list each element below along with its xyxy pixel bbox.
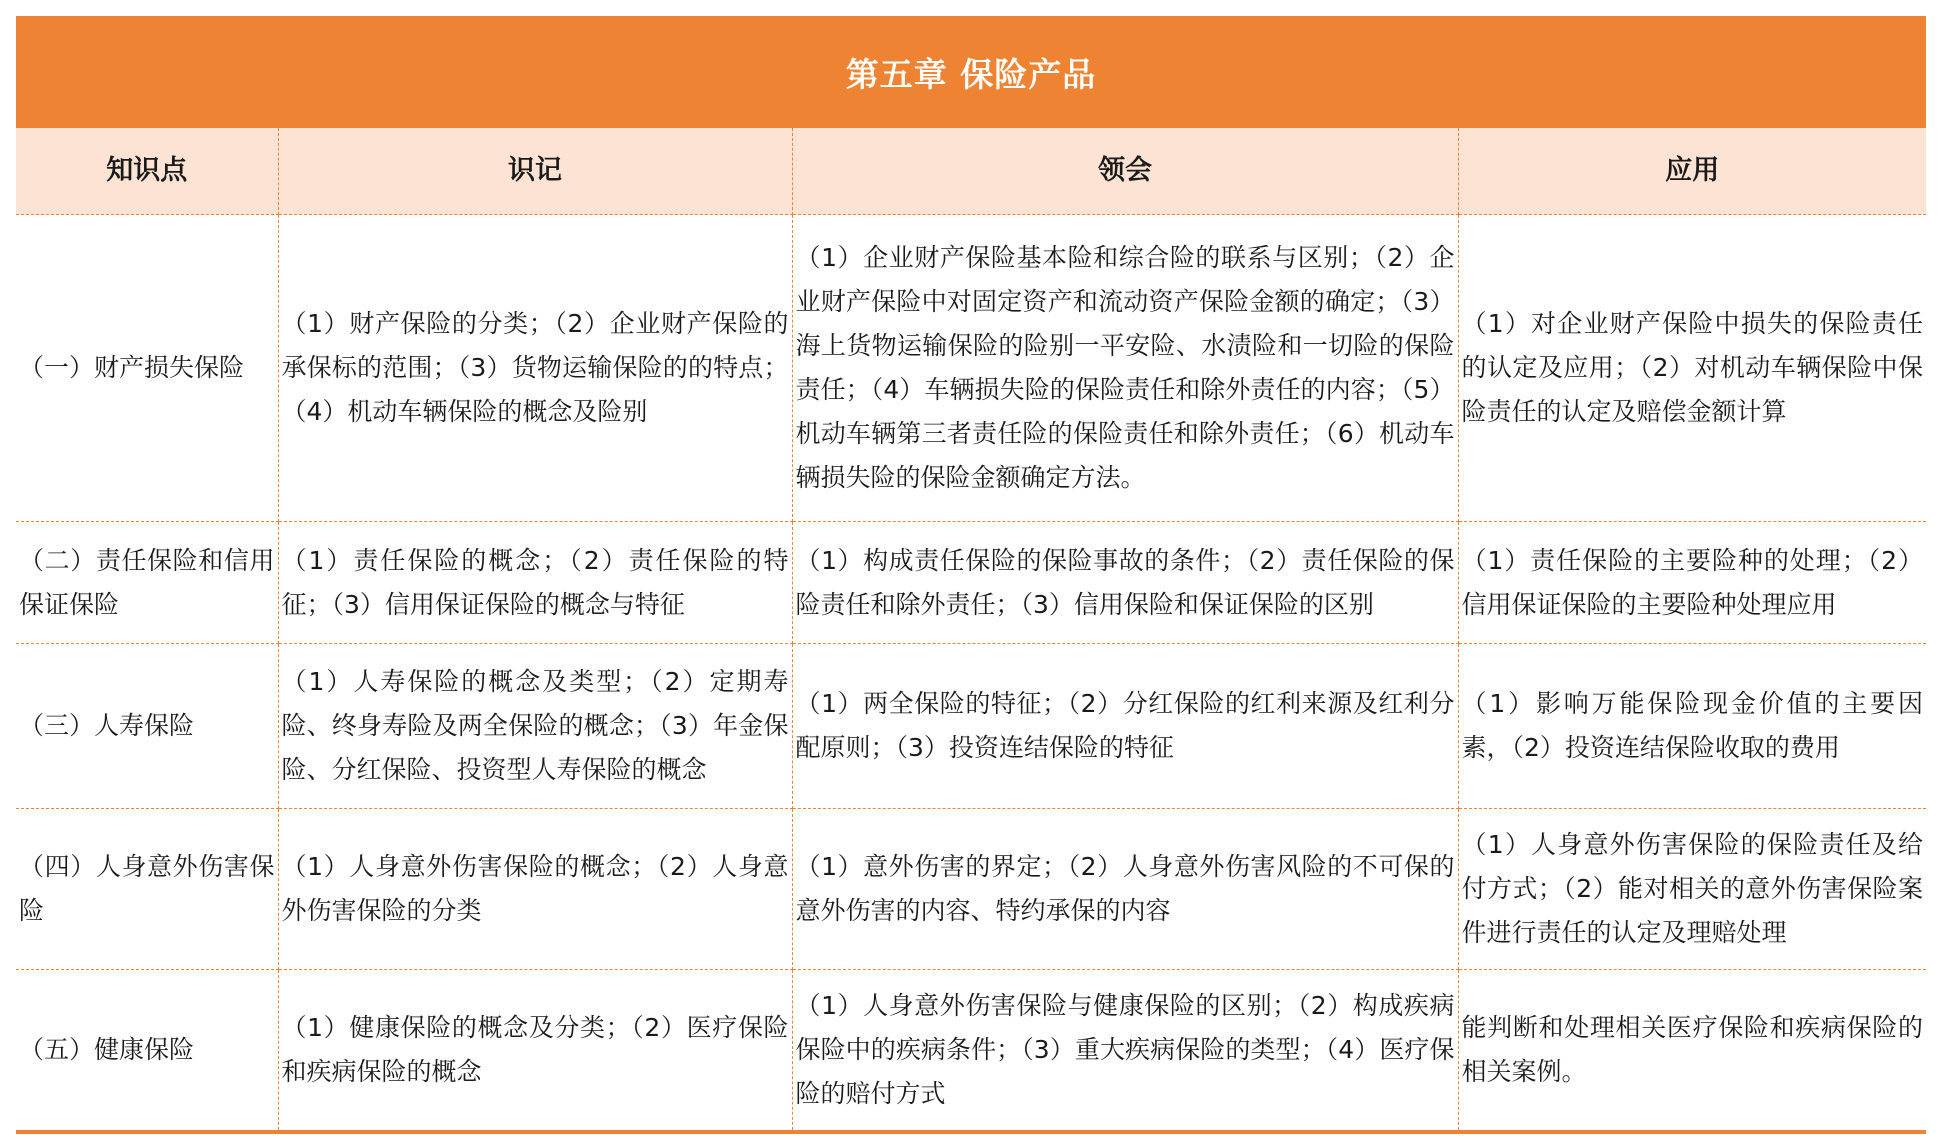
apply-cell: （1）影响万能保险现金价值的主要因素，（2）投资连结保险收取的费用 (1458, 644, 1926, 809)
column-header-topic: 知识点 (16, 128, 278, 215)
apply-cell: （1）对企业财产保险中损失的保险责任的认定及应用；（2）对机动车辆保险中保险责任的认定及赔偿金额计算 (1458, 215, 1926, 522)
chapter-title: 第五章 保险产品 (16, 16, 1926, 128)
topic-cell: （二）责任保险和信用保证保险 (16, 522, 278, 644)
apply-cell: （1）人身意外伤害保险的保险责任及给付方式；（2）能对相关的意外伤害保险案件进行责任的认定及理赔处理 (1458, 809, 1926, 970)
memorize-cell: （1）责任保险的概念；（2）责任保险的特征；（3）信用保证保险的概念与特征 (278, 522, 792, 644)
column-header-memorize: 识记 (278, 128, 792, 215)
comprehend-cell: （1）两全保险的特征；（2）分红保险的红利来源及红利分配原则；（3）投资连结保险的特征 (792, 644, 1458, 809)
topic-cell: （五）健康保险 (16, 970, 278, 1133)
table-row (16, 522, 1926, 644)
memorize-cell: （1）人寿保险的概念及类型；（2）定期寿险、终身寿险及两全保险的概念；（3）年金保险、分红保险、投资型人寿保险的概念 (278, 644, 792, 809)
memorize-cell: （1）财产保险的分类；（2）企业财产保险的承保标的范围；（3）货物运输保险的的特点；（4）机动车辆保险的概念及险别 (278, 215, 792, 522)
comprehend-cell: （1）企业财产保险基本险和综合险的联系与区别；（2）企业财产保险中对固定资产和流动资产保险金额的确定；（3）海上货物运输保险的险别一平安险、水渍险和一切险的保险责任；（4）车辆损失险的保险责任和除外责任的内容；（5）机动车辆第三者责任险的保险责任和除外责任；（6）机动车辆损失险的保险金额确定方法。 (792, 215, 1458, 522)
comprehend-cell: （1）构成责任保险的保险事故的条件；（2）责任保险的保险责任和除外责任；（3）信用保险和保证保险的区别 (792, 522, 1458, 644)
comprehend-cell: （1）人身意外伤害保险与健康保险的区别；（2）构成疾病保险中的疾病条件；（3）重大疾病保险的类型；（4）医疗保险的赔付方式 (792, 970, 1458, 1133)
column-header-comprehend: 领会 (792, 128, 1458, 215)
table-row (16, 970, 1926, 1133)
table-row (16, 644, 1926, 809)
table-row (16, 215, 1926, 522)
memorize-cell: （1）健康保险的概念及分类；（2）医疗保险和疾病保险的概念 (278, 970, 792, 1133)
topic-cell: （四）人身意外伤害保险 (16, 809, 278, 970)
table-row (16, 809, 1926, 970)
topic-cell: （三）人寿保险 (16, 644, 278, 809)
knowledge-table (16, 128, 1926, 1134)
column-header-apply: 应用 (1458, 128, 1926, 215)
column-header-row (16, 128, 1926, 215)
topic-cell: （一）财产损失保险 (16, 215, 278, 522)
apply-cell: 能判断和处理相关医疗保险和疾病保险的相关案例。 (1458, 970, 1926, 1133)
comprehend-cell: （1）意外伤害的界定；（2）人身意外伤害风险的不可保的意外伤害的内容、特约承保的内容 (792, 809, 1458, 970)
memorize-cell: （1）人身意外伤害保险的概念；（2）人身意外伤害保险的分类 (278, 809, 792, 970)
apply-cell: （1）责任保险的主要险种的处理；（2）信用保证保险的主要险种处理应用 (1458, 522, 1926, 644)
curriculum-table (16, 16, 1926, 1134)
